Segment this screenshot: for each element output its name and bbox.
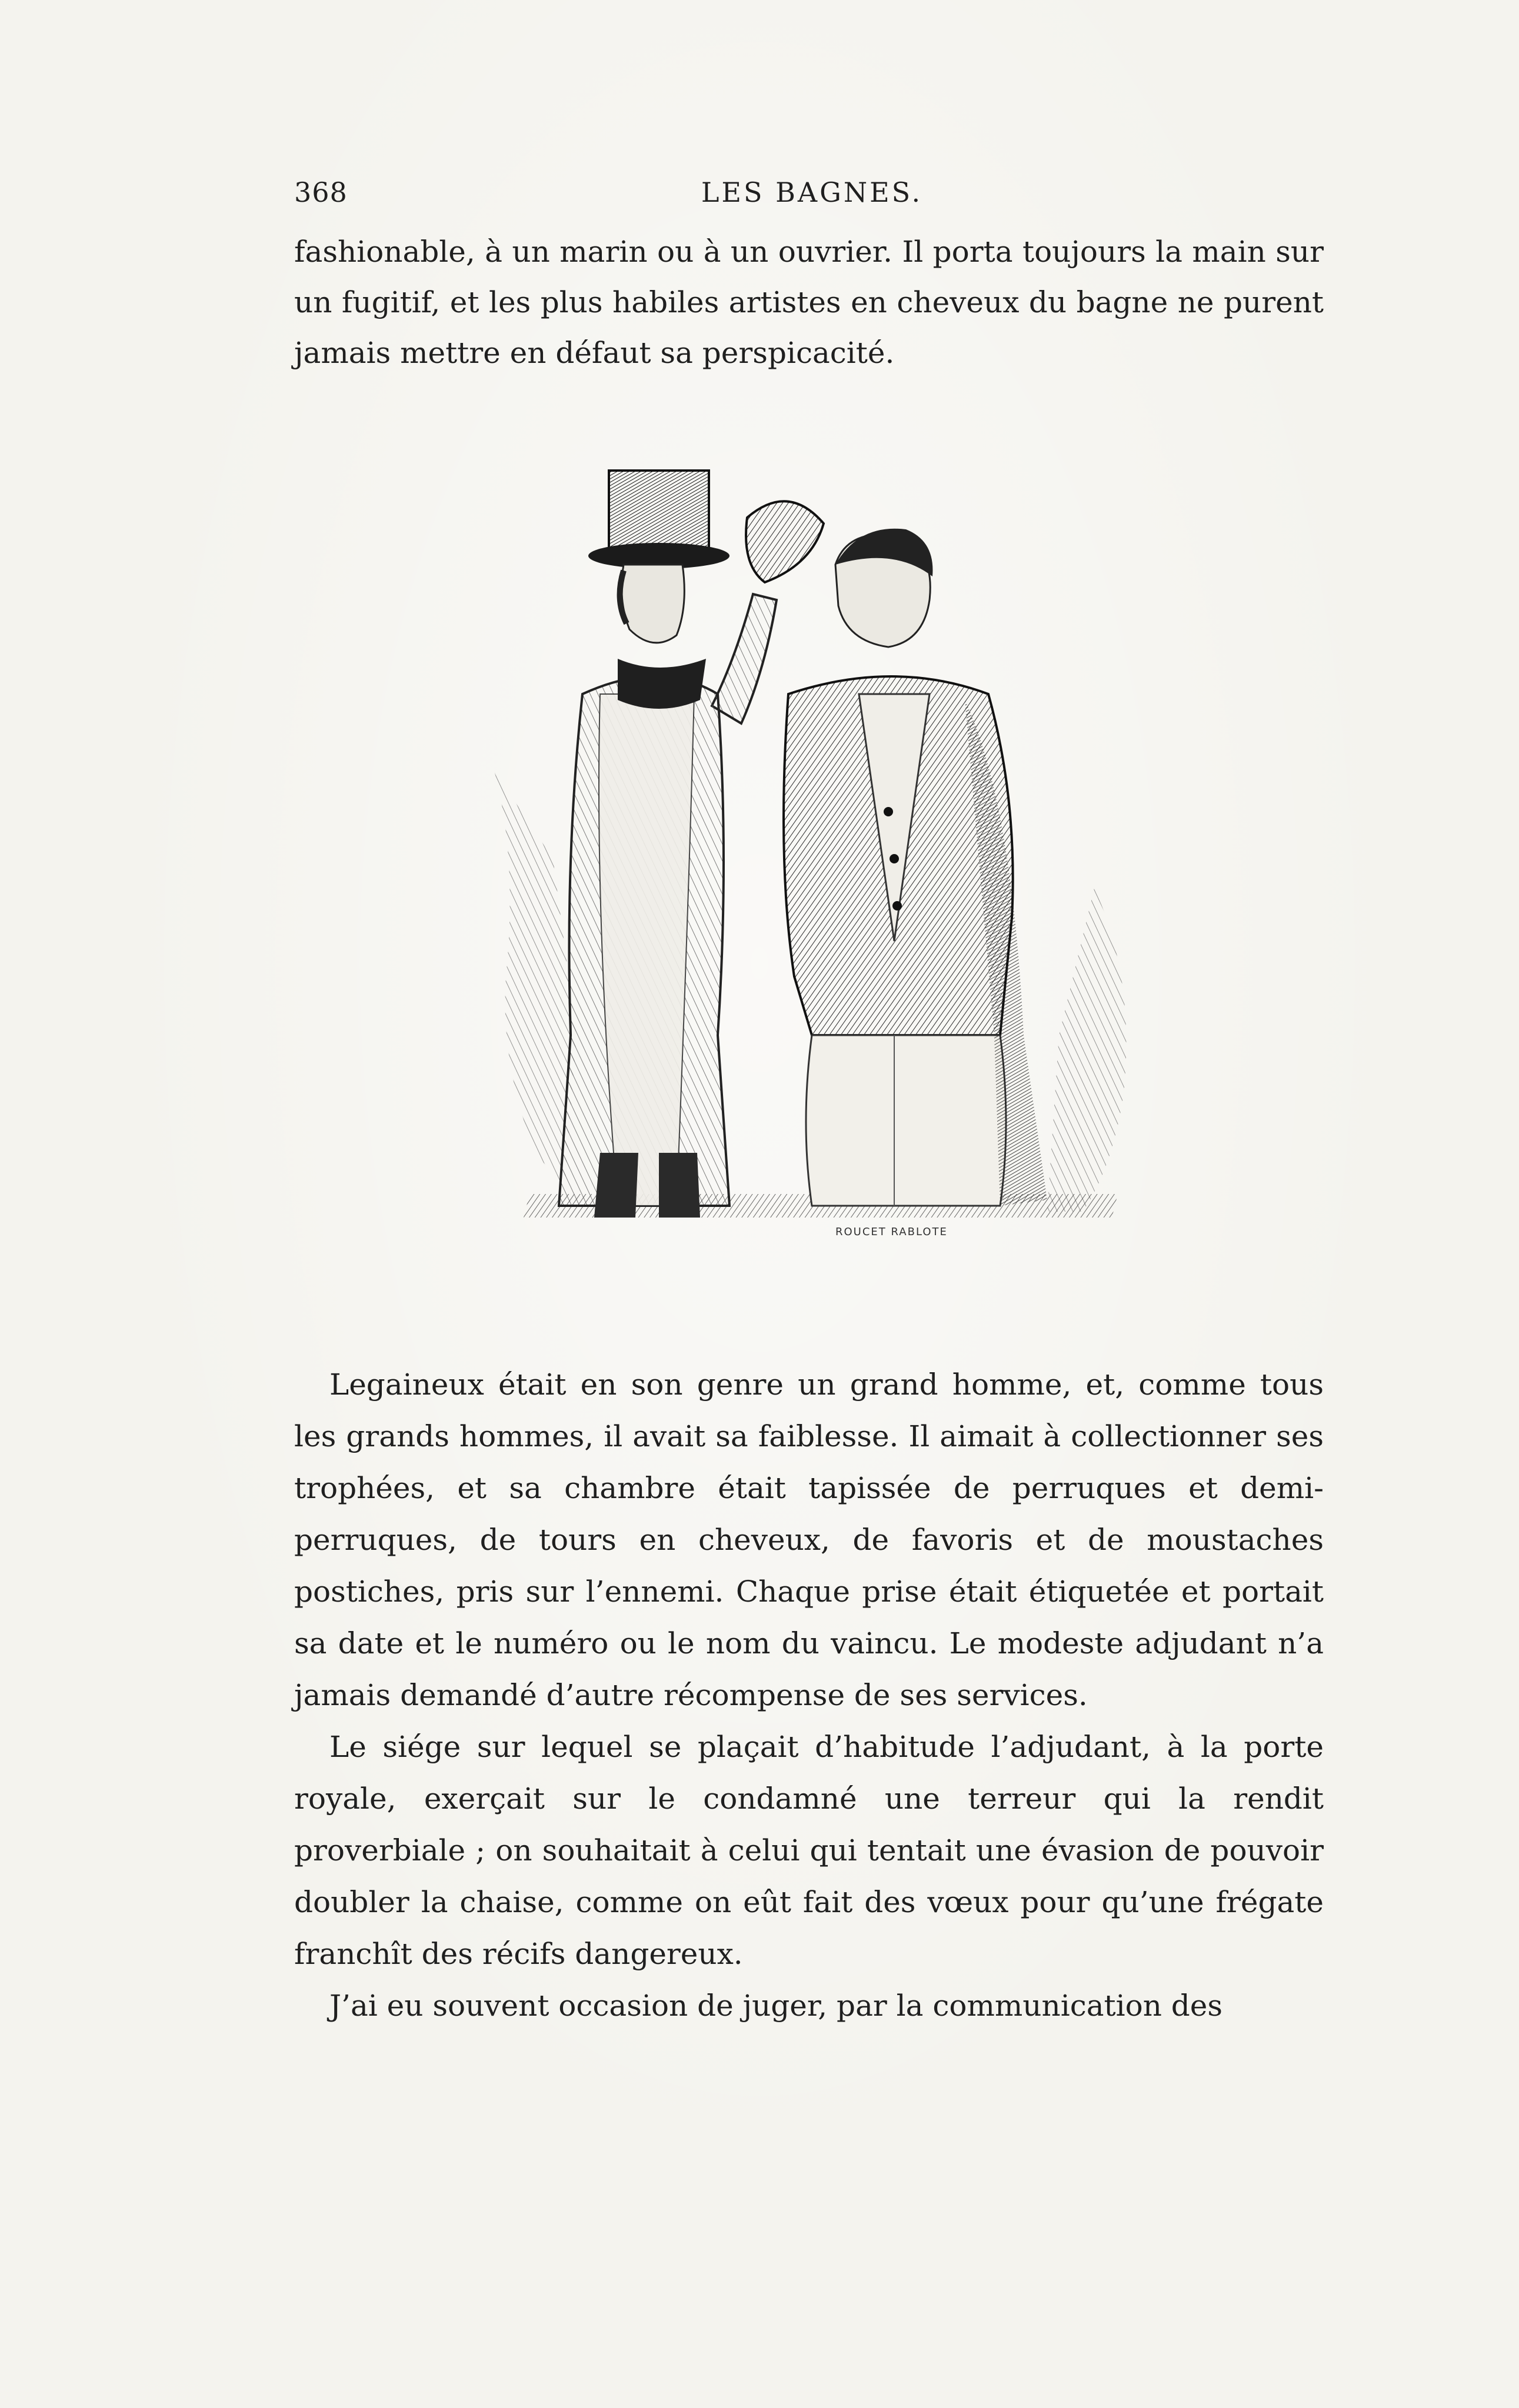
paragraph: fashionable, à un marin ou à un ouvrier. Il porta toujours la main sur un fugitif, et les plus habiles artistes en cheveux du bagne ne purent jamais mettre en défaut sa perspicacité.: [294, 235, 1324, 370]
coat-front: [599, 694, 694, 1206]
engraving-illustration: [482, 447, 1153, 1300]
paragraph: J’ai eu souvent occasion de juger, par la communication des: [329, 1989, 1223, 2023]
text-block-top: [294, 226, 1324, 378]
trousers: [806, 1035, 1006, 1206]
figure-convict: [784, 529, 1047, 1206]
engraver-credit: ROUCET RABLOTE: [835, 1226, 948, 1238]
background-hatching-right: [1047, 888, 1126, 1212]
page-number: 368: [294, 176, 348, 208]
collar: [618, 659, 706, 709]
paragraph: Legaineux était en son genre un grand homme, et, comme tous les grands hommes, il avait sa faiblesse. Il aimait à collectionner ses trophées, et sa chambre était tapissée de perruques et demi-perruques, de tours en cheveux, de favoris et de moustaches postiches, pris sur l’ennemi. Chaque prise était étiquetée et portait sa date et le numéro ou le nom du vaincu. Le modeste adjudant n’a jamais demandé d’autre récompense de ses services.: [294, 1368, 1324, 1712]
paragraph: Le siége sur lequel se plaçait d’habitude l’adjudant, à la porte royale, exerçait sur le condamné une terreur qui la rendit proverbiale ; on souhaitait à celui qui tentait une évasion de pouvoir doubler la chaise, comme on eût fait des vœux pour qu’une frégate franchît des récifs dangereux.: [294, 1730, 1324, 1971]
running-head: [294, 176, 1330, 218]
text-block-bottom: [294, 1359, 1324, 2032]
running-title: LES BAGNES.: [701, 176, 923, 208]
top-hat-crown: [609, 471, 709, 553]
raised-cap: [746, 501, 824, 582]
